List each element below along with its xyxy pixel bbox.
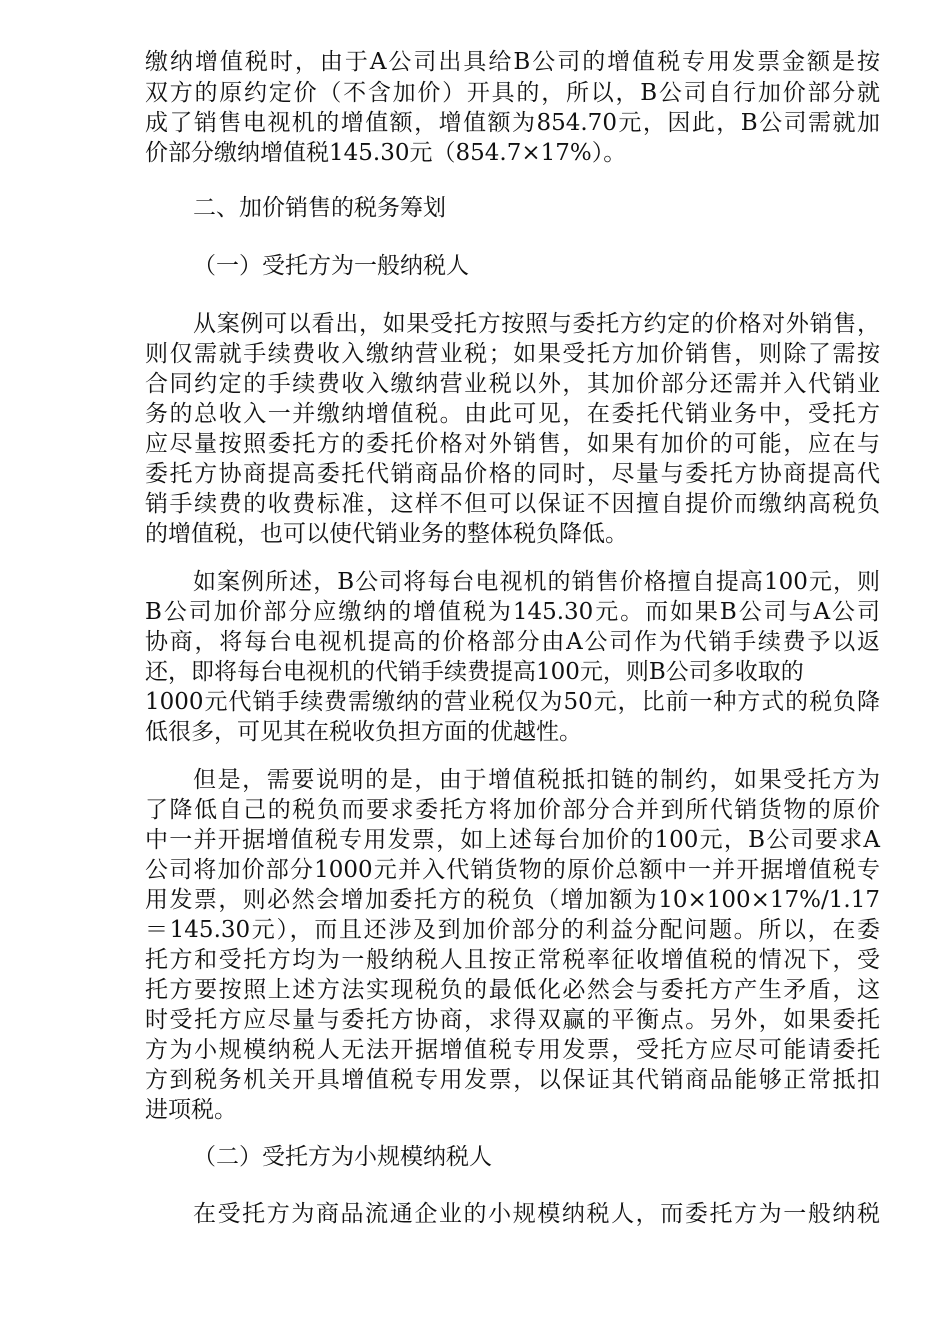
text-line: 如案例所述，B公司将每台电视机的销售价格擅自提高100元，则 [193,569,880,595]
text-line: 还，即将每台电视机的代销手续费提高100元，则B公司多收取的 [145,659,804,685]
text-line: ＝145.30元），而且还涉及到加价部分的利益分配问题。所以，在委 [145,917,880,943]
text-line: 销手续费的收费标准，这样不但可以保证不因擅自提价而缴纳高税负 [145,491,880,517]
text-line: 低很多，可见其在税收负担方面的优越性。 [145,719,582,745]
subsection-heading-2: （二）受托方为小规模纳税人 [193,1144,492,1170]
text-line: 合同约定的手续费收入缴纳营业税以外，其加价部分还需并入代销业 [145,371,880,397]
text-line: 缴纳增值税时，由于A公司出具给B公司的增值税专用发票金额是按 [145,49,880,75]
text-line: 方为小规模纳税人无法开据增值税专用发票，受托方应尽可能请委托 [145,1037,880,1063]
text-line: 托方要按照上述方法实现税负的最低化必然会与委托方产生矛盾，这 [145,977,880,1003]
text-line: 公司将加价部分1000元并入代销货物的原价总额中一并开据增值税专 [145,857,880,883]
text-line: 双方的原约定价（不含加价）开具的，所以，B公司自行加价部分就 [145,80,880,106]
text-line: 务的总收入一并缴纳增值税。由此可见，在委托代销业务中，受托方 [145,401,880,427]
text-line: 委托方协商提高委托代销商品价格的同时，尽量与委托方协商提高代 [145,461,880,487]
text-line: 了降低自己的税负而要求委托方将加价部分合并到所代销货物的原价 [145,797,880,823]
text-line: 1000元代销手续费需缴纳的营业税仅为50元，比前一种方式的税负降 [145,689,880,715]
text-line: 方到税务机关开具增值税专用发票，以保证其代销商品能够正常抵扣 [145,1067,880,1093]
text-line: 协商，将每台电视机提高的价格部分由A公司作为代销手续费予以返 [145,629,880,655]
section-heading: 二、加价销售的税务筹划 [193,195,446,221]
text-line: 在受托方为商品流通企业的小规模纳税人，而委托方为一般纳税 [193,1201,880,1227]
text-line: 价部分缴纳增值税145.30元（854.7×17%）。 [145,140,627,166]
text-line: 则仅需就手续费收入缴纳营业税；如果受托方加价销售，则除了需按 [145,341,880,367]
text-line: 从案例可以看出，如果受托方按照与委托方约定的价格对外销售， [193,311,880,337]
text-line: 托方和受托方均为一般纳税人且按正常税率征收增值税的情况下，受 [145,947,880,973]
text-line: 的增值税，也可以使代销业务的整体税负降低。 [145,521,628,547]
text-line: 中一并开据增值税专用发票，如上述每台加价的100元，B公司要求A [145,827,880,853]
text-line: 成了销售电视机的增值额，增值额为854.70元，因此，B公司需就加 [145,110,880,136]
text-line: 但是，需要说明的是，由于增值税抵扣链的制约，如果受托方为 [193,767,880,793]
text-line: B公司加价部分应缴纳的增值税为145.30元。而如果B公司与A公司 [145,599,880,625]
subsection-heading-1: （一）受托方为一般纳税人 [193,253,469,279]
text-line: 进项税。 [145,1097,237,1123]
text-line: 应尽量按照委托方的委托价格对外销售，如果有加价的可能，应在与 [145,431,880,457]
text-line: 用发票，则必然会增加委托方的税负（增加额为10×100×17%/1.17 [145,887,880,913]
text-line: 时受托方应尽量与委托方协商，求得双赢的平衡点。另外，如果委托 [145,1007,880,1033]
